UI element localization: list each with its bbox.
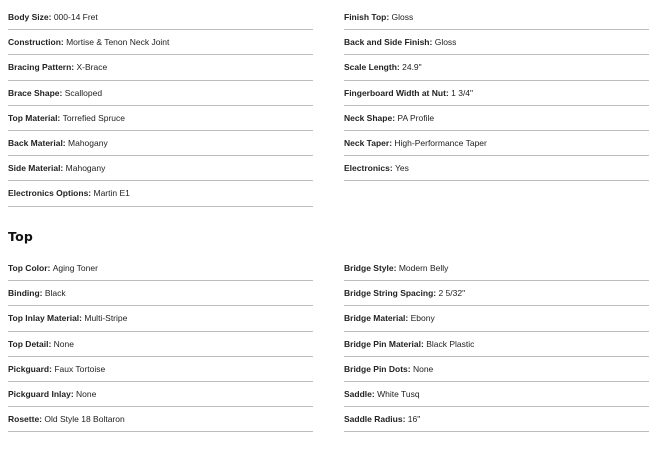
spec-value: Ebony: [410, 313, 435, 324]
spec-row: [344, 5, 649, 30]
spec-value: Mahogany: [65, 163, 106, 174]
spec-row: [344, 256, 649, 281]
spec-row: [8, 382, 313, 407]
spec-value: Martin E1: [93, 188, 130, 199]
spec-row: [8, 256, 313, 281]
spec-row: [8, 306, 313, 331]
spec-value: Torrefied Spruce: [62, 112, 126, 123]
spec-row: [344, 106, 649, 131]
spec-row: [8, 106, 313, 131]
spec-value: White Tusq: [377, 389, 420, 400]
spec-label: Binding:: [8, 288, 43, 299]
spec-label: Pickguard Inlay:: [8, 389, 74, 400]
spec-row: [8, 81, 313, 106]
spec-row: [344, 332, 649, 357]
spec-value: None: [76, 389, 97, 400]
spec-value: Modern Belly: [398, 263, 449, 274]
spec-row: [8, 281, 313, 306]
spec-row: [344, 131, 649, 156]
spec-value: Old Style 18 Boltaron: [44, 414, 125, 425]
section-title-top: Top: [8, 229, 34, 244]
spec-value: Black: [44, 288, 66, 299]
spec-value: Multi-Stripe: [84, 313, 128, 324]
spec-value: None: [53, 338, 74, 349]
spec-label: Fingerboard Width at Nut:: [344, 87, 449, 98]
spec-row: [8, 181, 313, 206]
spec-label: Rosette:: [8, 414, 43, 425]
spec-label: Back Material:: [8, 138, 66, 149]
spec-value: PA Profile: [397, 112, 435, 123]
spec-value: Gloss: [434, 37, 457, 48]
general-specs: [8, 5, 649, 207]
spec-label: Saddle Radius:: [344, 414, 406, 425]
spec-row: [8, 30, 313, 55]
spec-value: Aging Toner: [52, 263, 98, 274]
spec-row: [8, 332, 313, 357]
spec-row: [344, 306, 649, 331]
general-specs-right-column: [344, 5, 649, 207]
spec-label: Bridge Material:: [344, 313, 409, 324]
spec-label: Electronics Options:: [8, 188, 92, 199]
spec-row: [8, 55, 313, 80]
spec-row: [8, 357, 313, 382]
spec-value: Black Plastic: [426, 338, 475, 349]
spec-label: Pickguard:: [8, 363, 52, 374]
spec-label: Bridge Pin Dots:: [344, 363, 411, 374]
spec-value: X-Brace: [76, 62, 108, 73]
spec-row: [344, 55, 649, 80]
spec-row: [344, 281, 649, 306]
spec-row: [344, 30, 649, 55]
spec-row: [344, 382, 649, 407]
spec-row: [344, 407, 649, 432]
spec-value: Mahogany: [68, 138, 108, 149]
spec-value: Yes: [395, 163, 409, 174]
spec-label: Bridge Style:: [344, 263, 397, 274]
spec-value: Mortise & Tenon Neck Joint: [66, 37, 170, 48]
top-specs: [8, 256, 649, 432]
spec-value: 2 5/32": [438, 288, 466, 299]
spec-label: Electronics:: [344, 163, 393, 174]
spec-label: Saddle:: [344, 389, 375, 400]
spec-row: [8, 156, 313, 181]
spec-label: Side Material:: [8, 163, 64, 174]
spec-label: Brace Shape:: [8, 87, 63, 98]
spec-row: [8, 407, 313, 432]
spec-value: Gloss: [391, 12, 414, 23]
spec-value: High-Performance Taper: [394, 138, 487, 149]
spec-label: Scale Length:: [344, 62, 400, 73]
spec-row: [8, 5, 313, 30]
spec-value: Scalloped: [64, 87, 103, 98]
spec-label: Bridge Pin Material:: [344, 338, 424, 349]
spec-label: Back and Side Finish:: [344, 37, 433, 48]
spec-label: Construction:: [8, 37, 64, 48]
spec-row: [344, 81, 649, 106]
spec-value: None: [412, 363, 434, 374]
spec-label: Finish Top:: [344, 12, 390, 23]
spec-label: Top Color:: [8, 263, 51, 274]
spec-value: 16": [407, 414, 421, 425]
spec-label: Bracing Pattern:: [8, 62, 75, 73]
spec-value: Faux Tortoise: [54, 363, 106, 374]
spec-row: [8, 131, 313, 156]
spec-row: [344, 156, 649, 181]
spec-label: Neck Taper:: [344, 138, 393, 149]
spec-label: Neck Shape:: [344, 112, 396, 123]
spec-value: 24.9": [402, 62, 422, 73]
spec-label: Bridge String Spacing:: [344, 288, 437, 299]
spec-value: 1 3/4": [451, 87, 474, 98]
spec-value: 000-14 Fret: [53, 12, 98, 23]
spec-label: Body Size:: [8, 12, 52, 23]
spec-label: Top Detail:: [8, 338, 52, 349]
general-specs-left-column: [8, 5, 313, 207]
spec-label: Top Material:: [8, 112, 61, 123]
spec-row: [344, 357, 649, 382]
spec-label: Top Inlay Material:: [8, 313, 82, 324]
top-specs-left-column: [8, 256, 313, 432]
top-specs-right-column: [344, 256, 649, 432]
